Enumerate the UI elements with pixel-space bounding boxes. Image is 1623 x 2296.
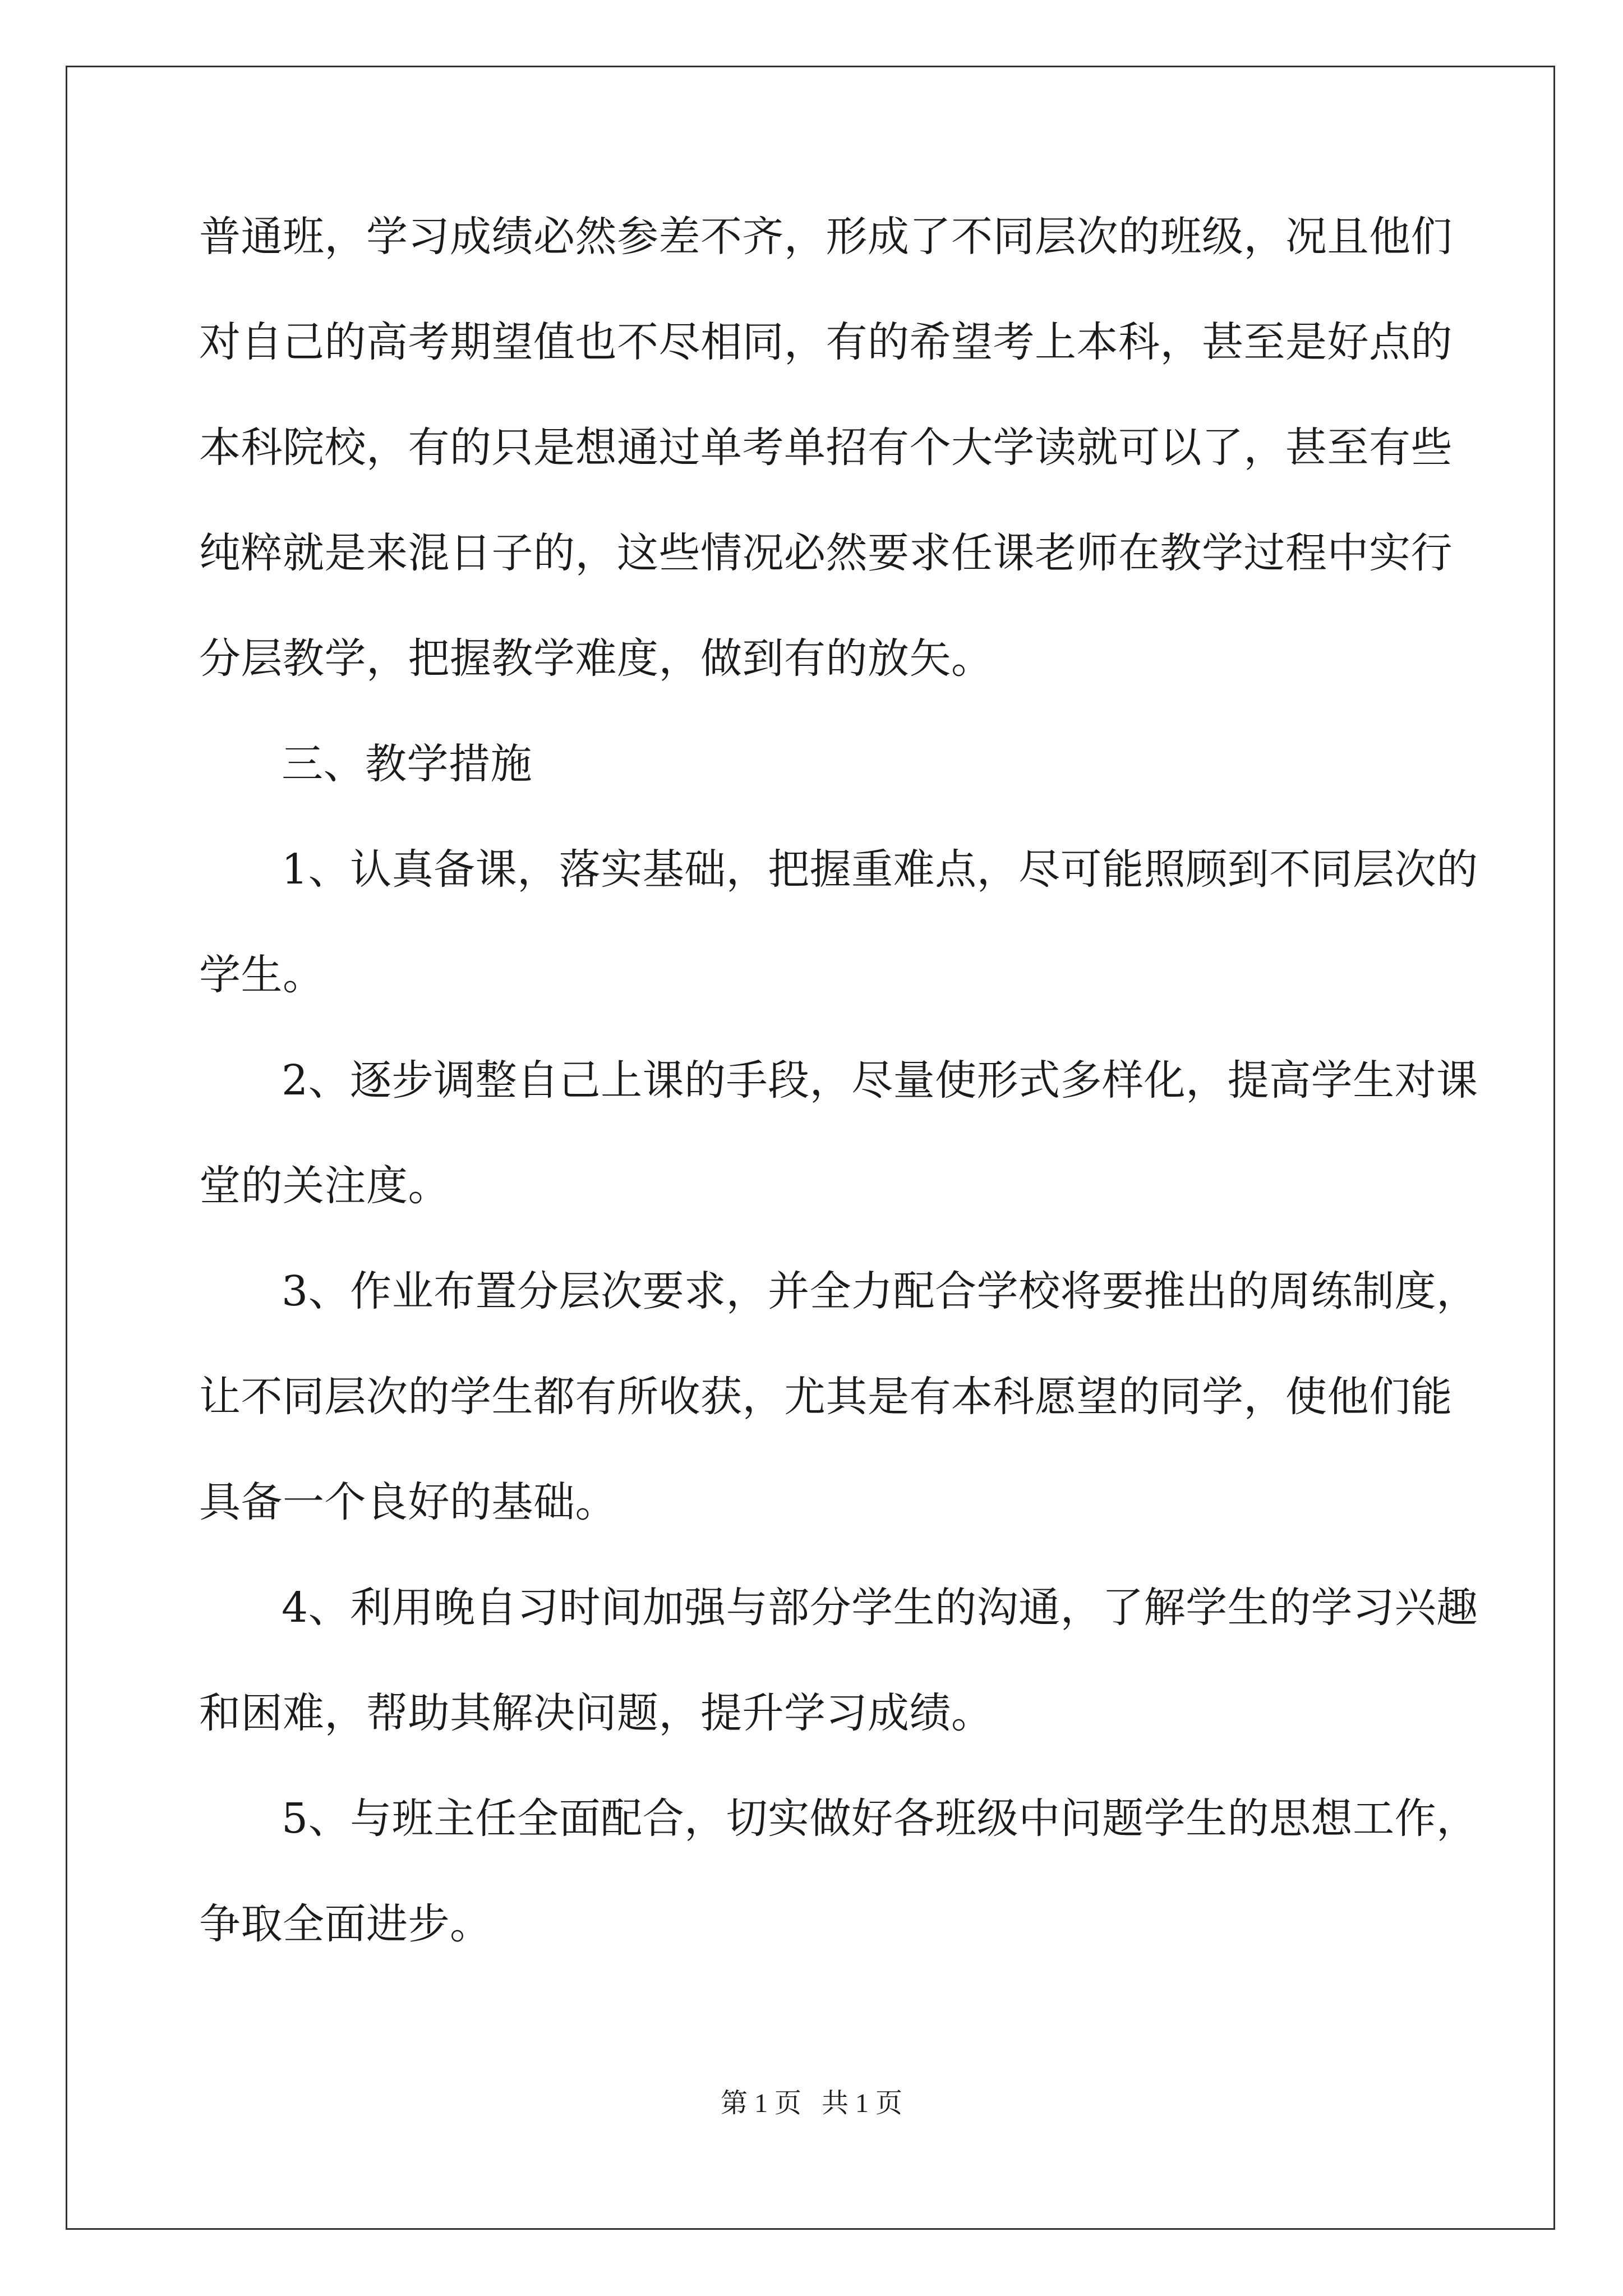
- body-line: 争取全面进步。: [199, 1900, 492, 1948]
- body-line: 分层教学，把握教学难度，做到有的放矢。: [199, 634, 993, 683]
- section-heading: 三、教学措施: [282, 740, 532, 788]
- body-line: 普通班，学习成绩必然参差不齐，形成了不同层次的班级，况且他们: [199, 213, 1453, 261]
- body-line: 学生。: [199, 951, 325, 999]
- body-line: 1、认真备课，落实基础，把握重难点，尽可能照顾到不同层次的: [282, 845, 1478, 894]
- body-line: 和困难，帮助其解决问题，提升学习成绩。: [199, 1689, 993, 1737]
- body-line: 4、利用晚自习时间加强与部分学生的沟通，了解学生的学习兴趣: [282, 1584, 1478, 1632]
- body-line: 5、与班主任全面配合，切实做好各班级中问题学生的思想工作，: [282, 1795, 1478, 1843]
- body-line: 让不同层次的学生都有所收获，尤其是有本科愿望的同学，使他们能: [199, 1373, 1453, 1421]
- body-line: 堂的关注度。: [199, 1162, 450, 1210]
- body-line: 2、逐步调整自己上课的手段，尽量使形式多样化，提高学生对课: [282, 1056, 1478, 1105]
- body-line: 具备一个良好的基础。: [199, 1478, 617, 1526]
- page-number: 第 1 页 共 1 页: [720, 2088, 902, 2118]
- body-line: 纯粹就是来混日子的，这些情况必然要求任课老师在教学过程中实行: [199, 529, 1453, 577]
- body-line: 本科院校，有的只是想通过单考单招有个大学读就可以了，甚至有些: [199, 424, 1453, 472]
- body-line: 3、作业布置分层次要求，并全力配合学校将要推出的周练制度，: [282, 1267, 1478, 1315]
- body-line: 对自己的高考期望值也不尽相同，有的希望考上本科，甚至是好点的: [199, 318, 1453, 366]
